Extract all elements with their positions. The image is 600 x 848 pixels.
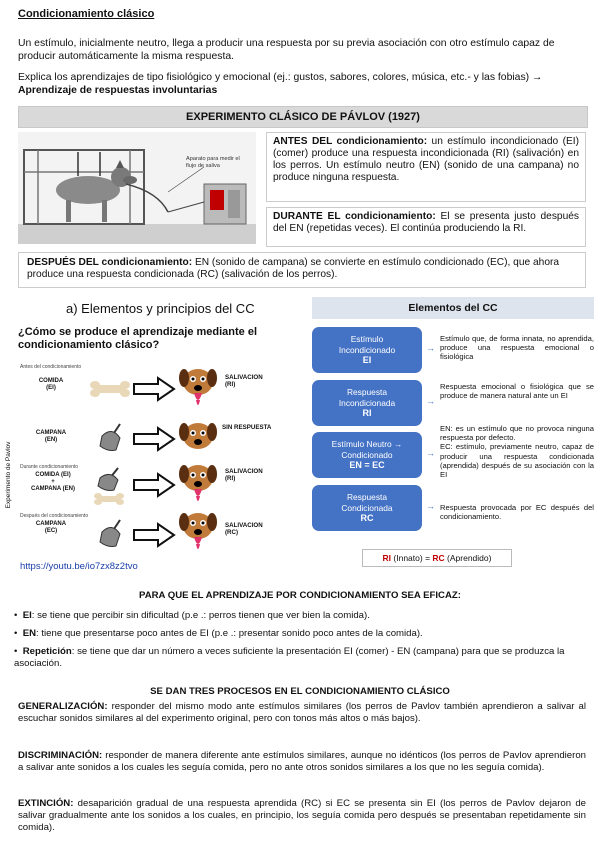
dog-salivating-icon	[178, 462, 220, 508]
proc-discriminacion	[18, 750, 586, 774]
proc-extincion	[18, 798, 586, 835]
arrow-icon	[132, 472, 176, 498]
pavlov-diagram	[20, 360, 290, 558]
bullet-ei-text: : se tiene que percibir sin dificultad (p.e .: perros tienen que ver bien la comida).	[31, 610, 370, 621]
proc-discriminacion-text: responder de manera diferente ante estímulos similares, aunque no idénticos (los perros de Pavlov aprendieron a salivar ante sonidos a los cuales les seguía comida, pero no ante otros sonidos similares a los que no les seguía comida).	[18, 750, 586, 774]
rc-box	[312, 485, 422, 531]
arrow-right-icon: →	[426, 448, 435, 458]
rc-box-abbr: RC	[360, 513, 374, 524]
procesos-heading: SE DAN TRES PROCESOS EN EL CONDICIONAMIENTO CLÁSICO	[150, 686, 450, 697]
video-link[interactable]: https://youtu.be/io7zx8z2tvo	[20, 561, 138, 572]
bullet-ei: • EI: se tiene que percibir sin dificultad (p.e .: perros tienen que ver bien la comida).	[14, 610, 370, 621]
en-ec-desc: EN: es un estímulo que no provoca ninguna respuesta por defecto. EC: estímulo, previamente neutro, capaz de producir una respuesta condicionada (aprendida) después de su asociación con la EI	[440, 424, 594, 480]
ei-desc: Estímulo que, de forma innata, no aprendida, produce una respuesta emocional o fisiológica	[440, 334, 594, 362]
ri-box	[312, 380, 422, 426]
bone-icon	[90, 380, 130, 398]
proc-generalizacion-text: responder del mismo modo ante estímulos similares (los perros de Pavlov también aprendieron a salivar al escuchar sonidos similares al del experimento original, pero con tonos más altos o más bajos).	[18, 701, 586, 725]
intro-explanation	[18, 72, 578, 97]
proc-generalizacion-label: GENERALIZACIÓN:	[18, 701, 108, 712]
row1-stimulus: COMIDA (EI)	[38, 378, 64, 391]
row2-response: SIN RESPUESTA	[222, 424, 272, 431]
rc-note: (Aprendido)	[444, 553, 492, 563]
rc-box-line1: Respuesta	[346, 492, 388, 503]
row4-response: SALIVACION (RC)	[225, 522, 263, 536]
ri-rc-box	[362, 549, 512, 567]
dog-icon	[178, 420, 220, 454]
vertical-label: Experimento de Pavlov	[5, 441, 12, 509]
antes-box	[266, 132, 586, 202]
ri-box-abbr: RI	[362, 408, 372, 419]
despues-box	[18, 252, 586, 288]
arrow-icon	[132, 376, 176, 402]
ei-box-line2: Incondicionado	[338, 344, 396, 355]
en-ec-box	[312, 432, 422, 478]
row1-pre: Antes del condicionamiento	[20, 364, 82, 370]
ri-desc: Respuesta emocional o fisiológica que se produce de manera natural ante un EI	[440, 382, 594, 401]
intro-explanation-text: Explica los aprendizajes de tipo fisiológico y emocional (ej.: gustos, sabores, colores, música, etc.- y las fobias) →	[18, 72, 543, 83]
bullet-ei-label: EI	[22, 610, 32, 621]
ri-box-line1: Respuesta	[346, 387, 388, 398]
eficaz-heading: PARA QUE EL APRENDIZAJE POR CONDICIONAMIENTO SEA EFICAZ:	[139, 590, 461, 601]
ri-abbr: RI	[382, 553, 392, 563]
ri-note: (Innato) =	[391, 553, 433, 563]
proc-extincion-label: EXTINCIÓN:	[18, 798, 74, 809]
bell-icon	[96, 518, 126, 550]
rc-abbr: RC	[432, 553, 445, 563]
bullet-en-text: : tiene que presentarse poco antes de EI (p.e .: presentar sonido poco antes de la comida).	[36, 628, 423, 639]
en-ec-box-line2: Condicionado	[341, 449, 393, 460]
ei-box-abbr: EI	[362, 355, 372, 366]
dog-salivating-icon	[178, 366, 220, 412]
ei-box-line1: Estímulo	[350, 334, 384, 345]
bullet-repeticion-label: Repetición	[22, 646, 72, 657]
row3-stimulus: COMIDA (EI) + CAMPANA (EN)	[31, 472, 75, 492]
durante-label: DURANTE EL condicionamiento:	[273, 211, 436, 222]
row2-stimulus: CAMPANA (EN)	[35, 430, 67, 443]
row1-response: SALIVACION (RI)	[225, 374, 263, 388]
experiment-header: EXPERIMENTO CLÁSICO DE PÁVLOV (1927)	[18, 106, 588, 128]
en-ec-box-line1: Estímulo Neutro →	[331, 439, 403, 450]
dog-salivating-icon	[178, 510, 220, 556]
row4-stimulus: CAMPANA (EC)	[35, 521, 67, 534]
section-a-title: a) Elementos y principios del CC	[66, 301, 255, 316]
rc-desc: Respuesta provocada por EC después del condicionamiento.	[440, 503, 594, 522]
durante-text: El se presenta justo después del EN (repetidas veces). El continúa produciendo la RI.	[273, 211, 580, 234]
antes-text: un estímulo incondicionado (EI) (comer) produce una respuesta incondicionada (RI) (salivación) en los perros. Un estímulo neutro (EN) (sonido de una campana) no produce ninguna respuesta.	[273, 136, 579, 183]
pavlov-apparatus-image	[18, 132, 256, 244]
row3-response: SALIVACION (RI)	[225, 468, 263, 482]
arrow-right-icon: →	[426, 343, 435, 353]
despues-text: EN (sonido de campana) se convierte en estímulo condicionado (EC), que ahora produce una respuesta condicionada (RC) (salivación de los perros).	[27, 257, 560, 280]
durante-box	[266, 207, 586, 247]
row3-pre: Durante condicionamiento	[20, 464, 79, 470]
elements-header: Elementos del CC	[312, 297, 594, 319]
rc-box-line2: Condicionada	[341, 502, 393, 513]
proc-discriminacion-label: DISCRIMINACIÓN:	[18, 750, 103, 761]
bell-bone-icon	[92, 466, 128, 506]
arrow-icon	[132, 522, 176, 548]
ri-box-line2: Incondicionada	[338, 397, 396, 408]
page-title: Condicionamiento clásico	[18, 8, 155, 20]
bullet-repeticion: • Repetición: se tiene que dar un número a veces suficiente la presentación EI (comer) - EN (campana) para que se produzca la asociación.	[14, 646, 565, 669]
proc-generalizacion	[18, 701, 586, 725]
intro-definition: Un estímulo, inicialmente neutro, llega a producir una respuesta por su previa asociación con otro estímulo capaz de producir automáticamente la misma respuesta.	[18, 38, 555, 62]
proc-extincion-text: desaparición gradual de una respuesta aprendida (RC) si EC se presenta sin EI (los perros de Pavlov dejaron de salivar gradualmente ante los sonidos a los cuales, en principio, los seguía comida pero después se presentaban repetidamente sin comida).	[18, 798, 586, 834]
pavlov-illustration	[18, 132, 256, 244]
en-ec-box-abbr: EN = EC	[349, 460, 385, 471]
intro-explanation-bold: Aprendizaje de respuestas involuntarias	[18, 84, 218, 96]
arrow-right-icon: →	[426, 396, 435, 406]
arrow-icon	[132, 426, 176, 452]
arrow-right-icon: →	[426, 501, 435, 511]
bell-icon	[96, 422, 126, 454]
section-a-question: ¿Cómo se produce el aprendizaje mediante el condicionamiento clásico?	[18, 326, 258, 351]
apparatus-caption: Aparato para medir el flujo de saliva	[186, 156, 240, 169]
ei-box	[312, 327, 422, 373]
antes-label: ANTES DEL condicionamiento:	[273, 136, 428, 147]
bullet-en: • EN: tiene que presentarse poco antes de EI (p.e .: presentar sonido poco antes de la comida).	[14, 628, 423, 639]
despues-label: DESPUÉS DEL condicionamiento:	[27, 257, 193, 268]
row4-pre: Después del condicionamiento	[20, 513, 89, 519]
bullet-repeticion-text: : se tiene que dar un número a veces suficiente la presentación EI (comer) - EN (campana) para que se produzca la asociación.	[14, 646, 565, 669]
bullet-en-label: EN	[22, 628, 37, 639]
